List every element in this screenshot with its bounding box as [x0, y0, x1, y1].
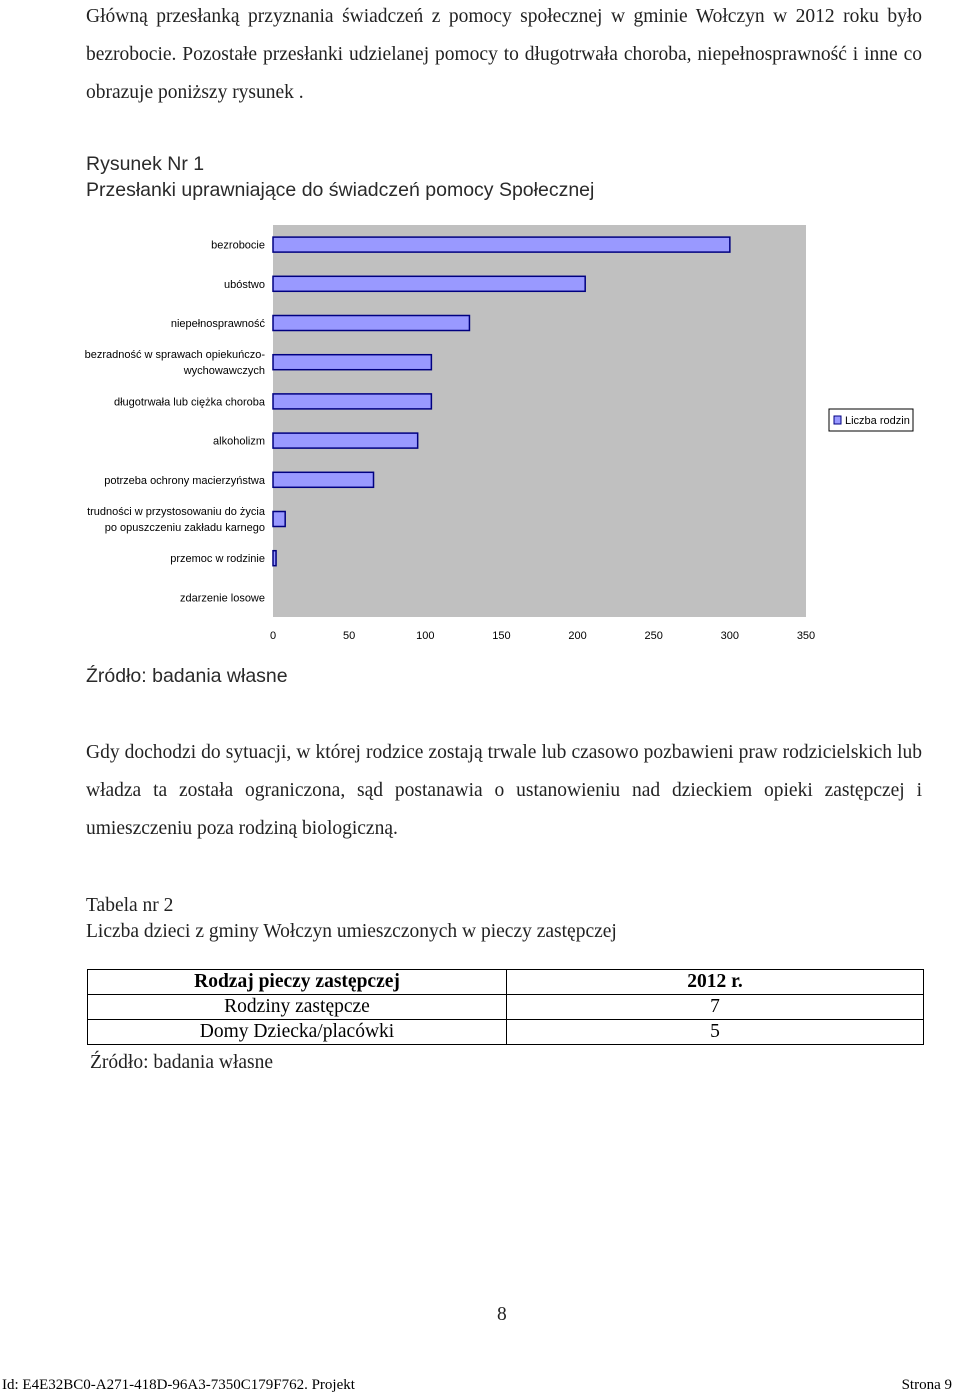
bar [273, 472, 374, 487]
footer-page-label: Strona 9 [901, 1377, 952, 1393]
table-header-cell: 2012 r. [507, 970, 924, 995]
category-label: bezrobocie [211, 239, 265, 252]
x-tick-label: 350 [796, 630, 816, 642]
x-tick-label: 0 [269, 630, 277, 642]
figure-caption-number: Rysunek Nr 1 [86, 153, 205, 175]
table-row [88, 1020, 924, 1045]
category-label: niepełnosprawność [170, 318, 265, 330]
category-label: ubóstwo [224, 278, 265, 291]
intro-paragraph: Główną przesłanką przyznania świadczeń z pomocy społecznej w gminie Wołczyn w 2012 roku było bezrobocie. Pozostałe przesłanki udzielanej pomocy to długotrwała choroba, niepełnosprawność i inne co obrazuje poniższy rysunek . [86, 6, 922, 103]
table-cell: Rodziny zastępcze [88, 995, 507, 1020]
category-label: bezradność w sprawach opiekuńczo- [84, 349, 265, 362]
table-row [88, 995, 924, 1020]
bar [273, 433, 418, 448]
table-cell: 7 [507, 995, 924, 1020]
foster-care-table [87, 969, 924, 1045]
category-label: po opuszczeniu zakładu karnego [104, 522, 265, 534]
x-tick-label: 50 [343, 630, 356, 642]
figure-source: Źródło: badania własne [86, 665, 288, 687]
category-label: przemoc w rodzinie [170, 553, 265, 566]
category-label: długotrwała lub ciężka choroba [113, 396, 265, 409]
figure-caption-title: Przesłanki uprawniające do świadczeń pomocy Społecznej [86, 179, 595, 201]
x-tick-label: 150 [492, 630, 511, 642]
bar-chart [0, 225, 960, 650]
bar [273, 551, 276, 566]
category-label: potrzeba ochrony macierzyństwa [104, 474, 265, 487]
table-cell: 5 [507, 1020, 924, 1045]
legend-swatch [834, 416, 841, 424]
table-source: Źródło: badania własne [90, 1052, 274, 1073]
table-cell: Domy Dziecka/placówki [88, 1020, 507, 1045]
footer-document-id: Id: E4E32BC0-A271-418D-96A3-7350C179F762. Projekt [2, 1377, 355, 1393]
bar [273, 237, 730, 252]
table-caption-number: Tabela nr 2 [86, 895, 174, 916]
table-caption-title: Liczba dzieci z gminy Wołczyn umieszczonych w pieczy zastępczej [86, 921, 617, 942]
bar [273, 512, 285, 527]
category-label: wychowawczych [183, 365, 265, 378]
bar [273, 394, 431, 409]
x-tick-label: 200 [568, 630, 587, 642]
x-tick-label: 100 [416, 630, 435, 642]
bar [273, 355, 431, 370]
page-number: 8 [497, 1304, 507, 1325]
second-paragraph: Gdy dochodzi do sytuacji, w której rodzice zostają trwale lub czasowo pozbawieni praw rodzicielskich lub władza ta została ograniczona, sąd postanawia o ustanowieniu nad dzieckiem opieki zastępczej i umieszczeniu poza rodziną biologiczną. [86, 742, 922, 839]
legend-label: Liczba rodzin [845, 415, 910, 427]
category-label: zdarzenie losowe [180, 592, 265, 605]
category-label: trudności w przystosowaniu do życia [87, 506, 265, 518]
category-label: alkoholizm [213, 435, 265, 448]
x-tick-label: 300 [720, 630, 740, 642]
bar [273, 276, 585, 291]
table-header-row [88, 970, 924, 995]
table-header-cell: Rodzaj pieczy zastępczej [88, 970, 507, 995]
x-tick-label: 250 [644, 630, 663, 642]
bar [273, 316, 469, 331]
